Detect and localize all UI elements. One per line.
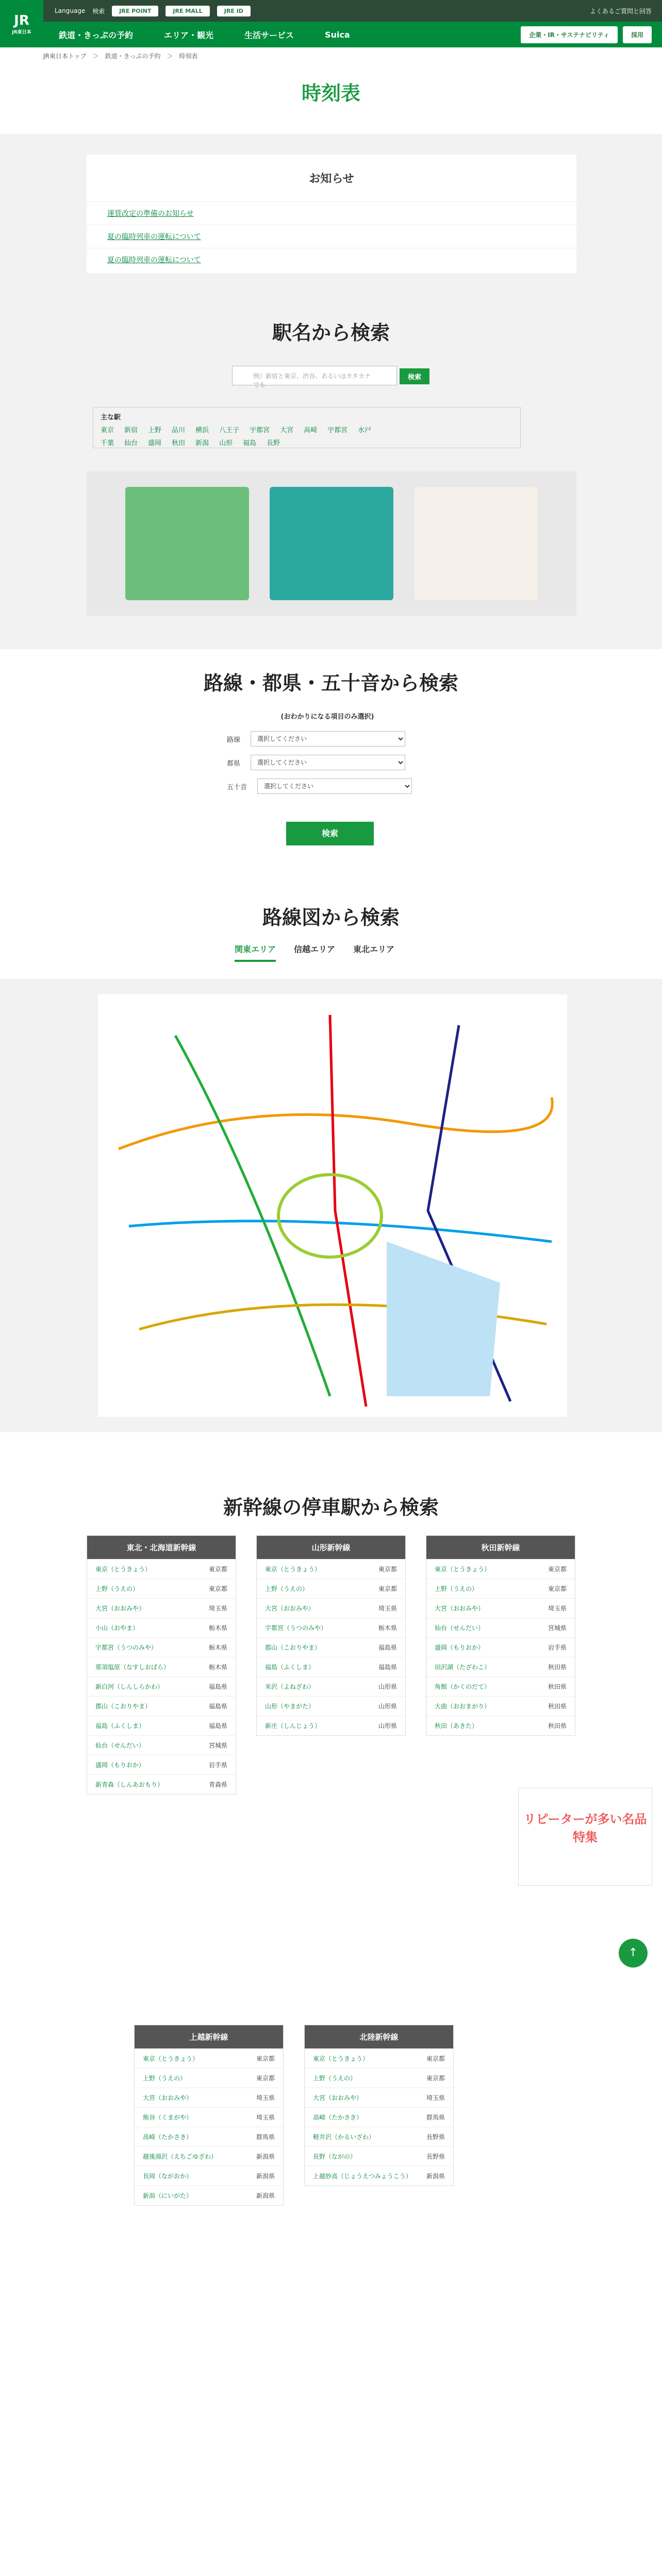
list-item[interactable]: 大宮（おおみや） 埼玉県 (87, 1598, 236, 1618)
list-item[interactable]: 郡山（こおりやま） 福島県 (87, 1696, 236, 1716)
station-link[interactable]: 秋田 (172, 439, 186, 447)
list-item[interactable]: 福島（ふくしま） 福島県 (87, 1716, 236, 1735)
list-item[interactable]: 高崎（たかさき） 群馬県 (305, 2107, 453, 2127)
route-search-button[interactable]: 検索 (286, 822, 374, 845)
list-item[interactable]: 東京（とうきょう） 東京都 (135, 2048, 283, 2068)
shinkansen-line-header: 秋田新幹線 (426, 1536, 575, 1559)
jre-mall-pill[interactable]: JRE MALL (166, 6, 209, 16)
shinkansen-column (134, 2025, 284, 2206)
tab-shinetsu[interactable]: 信越エリア (294, 944, 336, 954)
list-item[interactable]: 盛岡（もりおか） 岩手県 (87, 1755, 236, 1774)
list-item[interactable]: 上越妙高（じょうえつみょうこう） 新潟県 (305, 2166, 453, 2185)
notice-item[interactable]: 夏の臨時列車の運転について (87, 225, 576, 248)
list-item[interactable]: 大曲（おおまがり） 秋田県 (426, 1696, 575, 1716)
nav-suica[interactable]: Suica (325, 29, 350, 40)
station-link[interactable]: 福島 (243, 439, 257, 447)
list-item[interactable]: 那須塩原（なすしおばら） 栃木県 (87, 1657, 236, 1676)
notice-item[interactable]: 運賃改定の準備のお知らせ (87, 201, 576, 225)
list-item[interactable]: 山形（やまがた） 山形県 (257, 1696, 405, 1716)
shinkansen-line-header: 上越新幹線 (135, 2025, 283, 2048)
list-item[interactable]: 角館（かくのだて） 秋田県 (426, 1676, 575, 1696)
list-item[interactable]: 新白河（しんしらかわ） 福島県 (87, 1676, 236, 1696)
shinkansen-line-header: 東北・北海道新幹線 (87, 1536, 236, 1559)
major-stations: 主な駅 東京 新宿 上野 品川 横浜 八王子 宇都宮 大宮 高崎 宇都宮 水戸 千葉 仙台 盛岡 秋田 新潟 山形 福島 長野 (93, 407, 521, 448)
list-item[interactable]: 田沢湖（たざわこ） 秋田県 (426, 1657, 575, 1676)
breadcrumb: JR東日本トップ ＞ 鉄道・きっぷの予約 ＞ 時刻表 (43, 53, 198, 60)
station-link[interactable]: 宇都宮 (327, 427, 348, 434)
route-form: (おわかりになる項目のみ選択) 路線 選択してください 都県 選択してください 五十音 選択してください (227, 711, 428, 802)
map-search-title: 路線図から検索 (262, 906, 400, 929)
station-link[interactable]: 山形 (219, 439, 233, 447)
list-item[interactable]: 長岡（ながおか） 新潟県 (135, 2166, 283, 2185)
station-link[interactable]: 千葉 (101, 439, 114, 447)
station-search-title: 駅名から検索 (272, 321, 390, 344)
list-item[interactable]: 東京（とうきょう） 東京都 (257, 1559, 405, 1579)
list-item[interactable]: 東京（とうきょう） 東京都 (87, 1559, 236, 1579)
shinkansen-column (304, 2025, 454, 2186)
route-map[interactable] (98, 994, 567, 1417)
station-link[interactable]: 新宿 (124, 427, 138, 434)
jre-point-pill[interactable]: JRE POINT (112, 6, 158, 16)
shinkansen-line-header: 北陸新幹線 (305, 2025, 453, 2048)
jr-logo[interactable]: JR JR東日本 (0, 0, 43, 47)
line-select[interactable] (251, 731, 405, 747)
jre-id-pill[interactable]: JRE ID (217, 6, 251, 16)
list-item[interactable]: 大宮（おおみや） 埼玉県 (135, 2088, 283, 2107)
list-item[interactable]: 上野（うえの） 東京都 (257, 1579, 405, 1598)
faq-link[interactable]: よくあるご質問と回答 (589, 7, 652, 15)
nav-rail[interactable]: 鉄道・きっぷの予約 (59, 30, 134, 40)
station-link[interactable]: 水戸 (358, 427, 372, 434)
list-item[interactable]: 郡山（こおりやま） 福島県 (257, 1637, 405, 1657)
shinkansen-column (426, 1535, 575, 1736)
list-item[interactable]: 上野（うえの） 東京都 (305, 2068, 453, 2088)
list-item[interactable]: 軽井沢（かるいざわ） 長野県 (305, 2127, 453, 2146)
route-search-title: 路線・都県・五十音から検索 (203, 672, 458, 694)
shinkansen-column (256, 1535, 406, 1736)
nav-life[interactable]: 生活サービス (244, 30, 294, 40)
station-search-input[interactable]: 例）新宿と東京、渋谷、あるいはカタカナでも (232, 366, 397, 385)
station-link[interactable]: 横浜 (195, 427, 209, 434)
ringo-pass-banner[interactable] (270, 487, 393, 600)
list-item[interactable]: 熊谷（くまがや） 埼玉県 (135, 2107, 283, 2127)
notice-title: お知らせ (309, 173, 354, 185)
list-item[interactable]: 仙台（せんだい） 宮城県 (87, 1735, 236, 1755)
station-link[interactable]: 仙台 (124, 439, 138, 447)
station-link[interactable]: 大宮 (280, 427, 294, 434)
list-item[interactable]: 上野（うえの） 東京都 (135, 2068, 283, 2088)
banner-strip (87, 471, 576, 616)
ad-popup[interactable]: リピーターが多い名品 特集 (518, 1788, 652, 1886)
app-banner[interactable] (125, 487, 249, 600)
shinkansen-title: 新幹線の停車駅から検索 (223, 1496, 439, 1519)
station-link[interactable]: 新潟 (195, 439, 209, 447)
page-title: 時刻表 (301, 82, 360, 105)
station-link[interactable]: 長野 (267, 439, 280, 447)
list-item[interactable]: 上野（うえの） 東京都 (87, 1579, 236, 1598)
back-to-top-button[interactable]: ↑ (619, 1939, 648, 1968)
station-link[interactable]: 高崎 (304, 427, 318, 434)
list-item[interactable]: 大宮（おおみや） 埼玉県 (305, 2088, 453, 2107)
notice-box (87, 155, 576, 273)
list-item[interactable]: 秋田（あきた） 秋田県 (426, 1716, 575, 1735)
list-item[interactable]: 新青森（しんあおもり） 青森県 (87, 1774, 236, 1794)
station-search-button[interactable]: 検索 (400, 368, 429, 384)
station-link[interactable]: 上野 (148, 427, 162, 434)
nav-area[interactable]: エリア・観光 (164, 30, 214, 40)
route-map-svg (98, 994, 567, 1417)
tab-kanto[interactable]: 関東エリア (235, 943, 276, 962)
shinkansen-line-header: 山形新幹線 (257, 1536, 405, 1559)
list-item[interactable]: 東京（とうきょう） 東京都 (426, 1559, 575, 1579)
language-link[interactable]: Language (55, 7, 86, 14)
list-item[interactable]: 宇都宮（うつのみや） 栃木県 (257, 1618, 405, 1637)
list-item[interactable]: 越後湯沢（えちごゆざわ） 新潟県 (135, 2146, 283, 2166)
kana-select[interactable] (257, 778, 412, 794)
list-item[interactable]: 小山（おやま） 栃木県 (87, 1618, 236, 1637)
list-item[interactable]: 東京（とうきょう） 東京都 (305, 2048, 453, 2068)
list-item[interactable]: 大宮（おおみや） 埼玉県 (257, 1598, 405, 1618)
station-link[interactable]: 東京 (101, 427, 114, 434)
list-item[interactable]: 高崎（たかさき） 群馬県 (135, 2127, 283, 2146)
list-item[interactable]: 上野（うえの） 東京都 (426, 1579, 575, 1598)
shinkansen-column (87, 1535, 236, 1794)
station-link[interactable]: 品川 (172, 427, 186, 434)
list-item[interactable]: 米沢（よねざわ） 山形県 (257, 1676, 405, 1696)
list-item[interactable]: 新庄（しんじょう） 山形県 (257, 1716, 405, 1735)
search-link[interactable]: 検索 (92, 7, 105, 15)
list-item[interactable]: 新潟（にいがた） 新潟県 (135, 2185, 283, 2205)
design-banner[interactable] (414, 487, 538, 600)
main-nav (43, 22, 662, 47)
tab-tohoku[interactable]: 東北エリア (353, 944, 395, 954)
list-item[interactable]: 仙台（せんだい） 宮城県 (426, 1618, 575, 1637)
list-item[interactable]: 福島（ふくしま） 福島県 (257, 1657, 405, 1676)
station-link[interactable]: 八王子 (219, 427, 240, 434)
list-item[interactable]: 長野（ながの） 長野県 (305, 2146, 453, 2166)
recruit-button[interactable]: 採用 (623, 26, 652, 43)
pref-select[interactable] (251, 755, 405, 770)
station-link[interactable]: 宇都宮 (250, 427, 270, 434)
notice-item[interactable]: 夏の臨時列車の運転について (87, 248, 576, 271)
list-item[interactable]: 大宮（おおみや） 埼玉県 (426, 1598, 575, 1618)
list-item[interactable]: 盛岡（もりおか） 岩手県 (426, 1637, 575, 1657)
station-link[interactable]: 盛岡 (148, 439, 162, 447)
corporate-button[interactable]: 企業・IR・サステナビリティ (521, 26, 618, 43)
list-item[interactable]: 宇都宮（うつのみや） 栃木県 (87, 1637, 236, 1657)
